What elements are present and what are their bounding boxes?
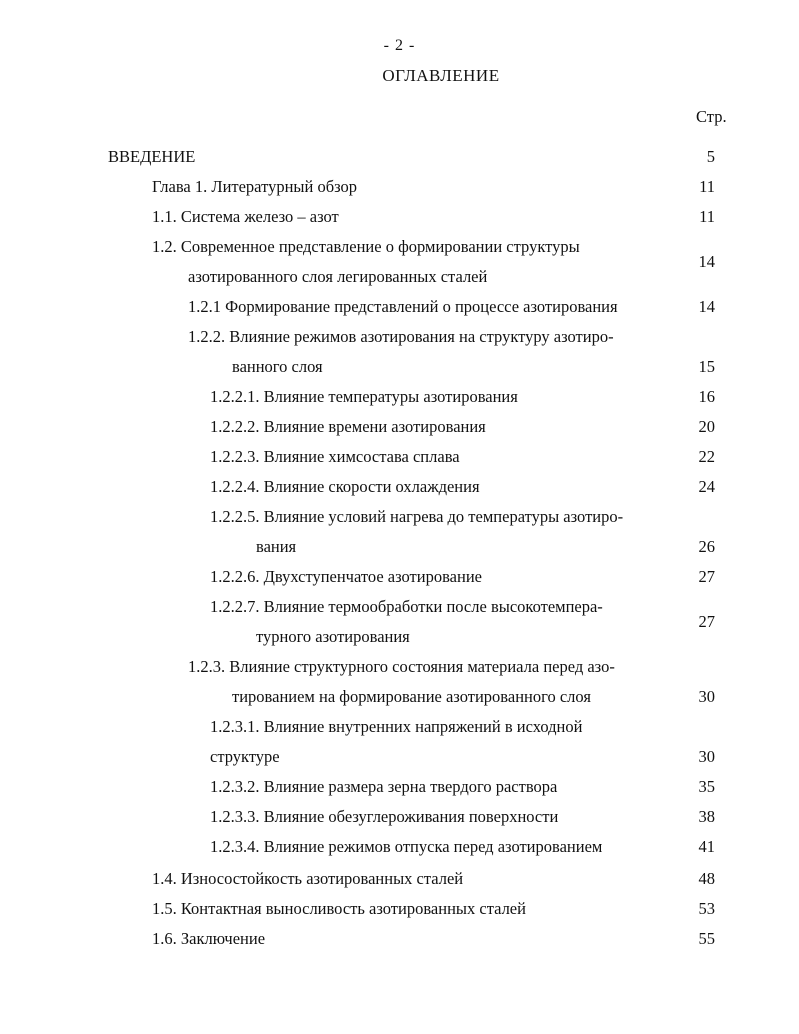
- toc-entry-line: 1.5. Контактная выносливость азотированных сталей: [152, 899, 526, 918]
- toc-entry-line: 1.2.3.2. Влияние размера зерна твердого раствора: [210, 777, 558, 796]
- toc-page-number: 55: [698, 929, 715, 948]
- toc-entry-line: структуре: [210, 747, 280, 766]
- toc-entry-line: 1.2.3.3. Влияние обезуглероживания поверхности: [210, 807, 559, 826]
- page-column-label: Стр.: [696, 107, 727, 126]
- toc-page-number: 26: [698, 537, 715, 556]
- toc-entry-line: вания: [256, 537, 297, 556]
- toc-entry-line: ванного слоя: [232, 357, 323, 376]
- toc-entry-line: 1.2. Современное представление о формировании структуры: [152, 237, 580, 256]
- toc-entry-line: тированием на формирование азотированного слоя: [232, 687, 591, 706]
- toc-entry-line: Глава 1. Литературный обзор: [152, 177, 358, 196]
- toc-page-number: 35: [698, 777, 715, 796]
- toc-entry-line: 1.2.3. Влияние структурного состояния материала перед азо-: [188, 657, 615, 676]
- toc-page-number: 14: [698, 297, 715, 316]
- toc-entry-line: 1.4. Износостойкость азотированных сталей: [152, 869, 464, 888]
- toc-page-number: 14: [698, 252, 715, 271]
- toc-entry-line: 1.2.3.1. Влияние внутренних напряжений в исходной: [210, 717, 583, 736]
- toc-page-number: 41: [698, 837, 715, 856]
- toc-entry-line: 1.2.3.4. Влияние режимов отпуска перед азотированием: [210, 837, 603, 856]
- toc-page-number: 22: [698, 447, 715, 466]
- toc-entry-line: турного азотирования: [256, 627, 410, 646]
- toc-page-number: 30: [698, 687, 715, 706]
- toc-entry-line: 1.2.2.7. Влияние термообработки после высокотемпера-: [210, 597, 603, 616]
- toc-page-number: 27: [698, 612, 715, 631]
- toc-page-number: 30: [698, 747, 715, 766]
- toc-entry-line: 1.2.2. Влияние режимов азотирования на структуру азотиро-: [188, 327, 614, 346]
- toc-page-number: 15: [698, 357, 715, 376]
- page-title: ОГЛАВЛЕНИЕ: [382, 66, 500, 85]
- toc-entry-line: 1.1. Система железо – азот: [152, 207, 339, 226]
- toc-page-number: 20: [698, 417, 715, 436]
- toc-entry-line: ВВЕДЕНИЕ: [108, 147, 196, 166]
- toc-entry-line: 1.2.2.6. Двухступенчатое азотирование: [210, 567, 482, 586]
- toc-entry-line: 1.2.2.1. Влияние температуры азотирования: [210, 387, 518, 406]
- page-number: - 2 -: [383, 37, 416, 54]
- toc-page-number: 53: [698, 899, 715, 918]
- toc-page-number: 5: [706, 147, 715, 166]
- toc-page-number: 16: [698, 387, 715, 406]
- toc-page-number: 11: [699, 177, 715, 196]
- toc-page-number: 48: [698, 869, 715, 888]
- toc-page-number: 11: [699, 207, 715, 226]
- toc-entry-line: 1.2.1 Формирование представлений о процессе азотирования: [188, 297, 618, 316]
- toc-entry-line: 1.2.2.3. Влияние химсостава сплава: [210, 447, 460, 466]
- toc-entry-line: 1.2.2.5. Влияние условий нагрева до температуры азотиро-: [210, 507, 624, 526]
- toc-entry-line: 1.2.2.4. Влияние скорости охлаждения: [210, 477, 480, 496]
- toc-entry-line: азотированного слоя легированных сталей: [188, 267, 488, 286]
- toc-entry-line: 1.6. Заключение: [152, 929, 266, 948]
- toc-page-number: 38: [698, 807, 715, 826]
- toc-entry-line: 1.2.2.2. Влияние времени азотирования: [210, 417, 486, 436]
- toc-page-number: 27: [698, 567, 715, 586]
- toc-page-number: 24: [698, 477, 715, 496]
